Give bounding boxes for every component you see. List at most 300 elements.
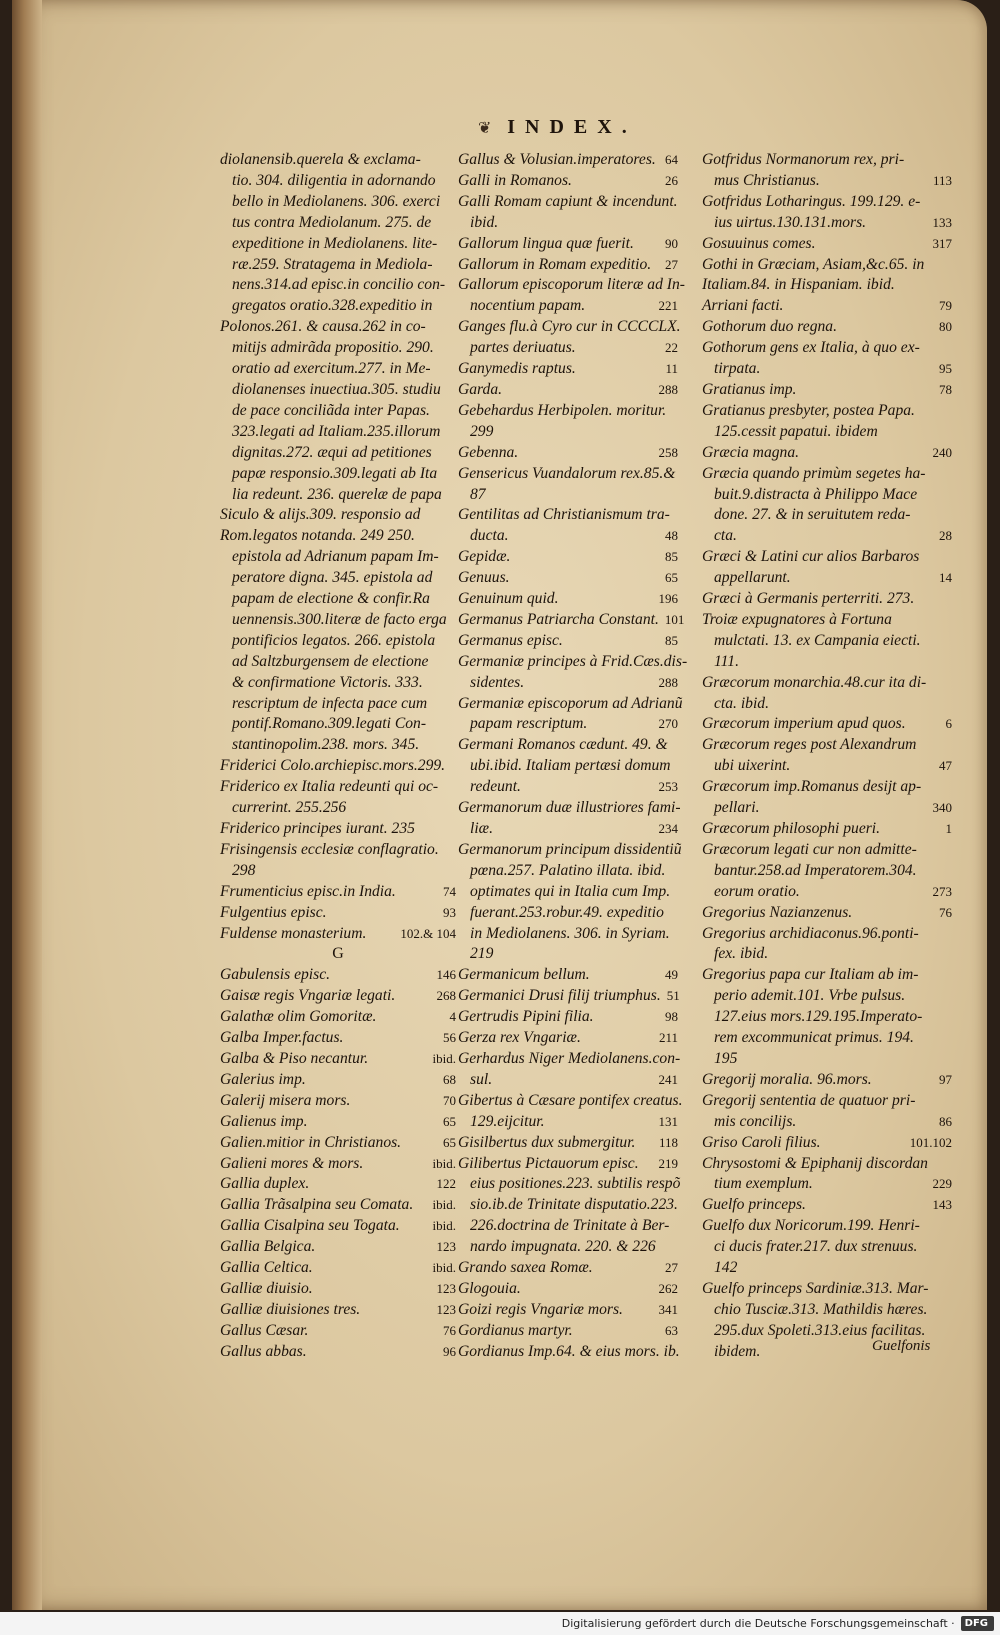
index-entry — [458, 714, 678, 735]
index-entry — [220, 317, 456, 338]
entry-text: Gallus Cæsar. — [220, 1321, 309, 1339]
index-entry — [458, 610, 685, 631]
index-entry — [702, 1154, 952, 1175]
index-entry — [220, 1007, 456, 1028]
entry-page-number: 341 — [658, 1301, 678, 1317]
entry-page-number: 26 — [665, 172, 678, 188]
entry-page-number: 123 — [436, 1280, 456, 1296]
index-entry — [702, 338, 952, 359]
entry-text: Græcorum imp.Romanus desijt ap- — [702, 778, 922, 796]
entry-text: ubi uixerint. — [714, 757, 791, 775]
entry-text: Germaniæ principes à Frid.Cæs.dis- — [458, 652, 688, 670]
index-entry — [702, 631, 952, 652]
index-entry — [458, 422, 678, 443]
entry-text: 142 — [714, 1259, 738, 1277]
entry-text: Troiæ expugnatores à Fortuna — [702, 610, 892, 628]
index-entry — [458, 1279, 678, 1300]
index-entry — [220, 1070, 456, 1091]
index-entry — [702, 1091, 952, 1112]
index-entry — [220, 526, 456, 547]
entry-text: Galliæ diuisiones tres. — [220, 1300, 361, 1318]
index-entry — [220, 1028, 456, 1049]
index-entry — [220, 840, 456, 861]
index-entry — [458, 568, 678, 589]
entry-text: tus contra Mediolanum. 275. de — [232, 213, 432, 231]
index-entry — [702, 171, 952, 192]
index-entry — [702, 1300, 952, 1321]
index-entry — [702, 1258, 952, 1279]
entry-text: perio ademit.101. Vrbe pulsus. — [714, 987, 906, 1005]
book-spine — [12, 0, 42, 1610]
entry-page-number: 6 — [945, 716, 952, 732]
index-entry — [220, 652, 456, 673]
entry-text: pontificios legatos. 266. epistola — [232, 631, 436, 649]
entry-text: Grando saxea Romæ. — [458, 1259, 593, 1277]
entry-text: Galieni mores & mors. — [220, 1154, 364, 1172]
index-entry — [220, 234, 456, 255]
index-entry — [702, 422, 952, 443]
entry-page-number: 14 — [939, 570, 952, 586]
entry-text: Germani Romanos cædunt. 49. & — [458, 736, 668, 754]
entry-text: Gothi in Græciam, Asiam,&c.65. in — [702, 255, 925, 273]
entry-text: optimates qui in Italia cum Imp. — [470, 882, 671, 900]
entry-text: eorum oratio. — [714, 882, 800, 900]
index-entry — [458, 986, 678, 1007]
entry-text: Germaniæ episcoporum ad Adrianũ — [458, 694, 683, 712]
entry-page-number: 51 — [666, 988, 680, 1004]
index-entry — [458, 882, 678, 903]
index-entry — [458, 944, 678, 965]
index-entry — [458, 819, 678, 840]
index-entry — [458, 1237, 678, 1258]
index-entry — [458, 317, 681, 338]
entry-text: Guelfo princeps Sardiniæ.313. Mar- — [702, 1279, 929, 1297]
index-entry — [458, 1133, 678, 1154]
index-entry — [702, 1112, 952, 1133]
index-entry — [458, 296, 678, 317]
entry-text: Gregorij moralia. 96.mors. — [702, 1070, 872, 1088]
index-entry — [702, 1279, 952, 1300]
index-entry — [702, 965, 952, 986]
entry-page-number: 28 — [939, 528, 952, 544]
entry-text: Gebehardus Herbipolen. moritur. — [458, 401, 667, 419]
entry-page-number: 262 — [658, 1280, 678, 1296]
index-entry — [220, 1091, 456, 1112]
index-entry — [220, 1216, 456, 1237]
index-entry — [220, 903, 456, 924]
entry-text: Græcorum reges post Alexandrum — [702, 736, 917, 754]
entry-text: Gaisæ regis Vngariæ legati. — [220, 987, 396, 1005]
entry-page-number: 229 — [932, 1176, 952, 1192]
index-entry — [220, 965, 456, 986]
index-entry — [702, 505, 952, 526]
index-entry — [220, 359, 456, 380]
index-entry — [702, 1070, 952, 1091]
index-entry — [220, 986, 456, 1007]
index-entry — [702, 944, 952, 965]
entry-text: Gilibertus Pictauorum episc. — [458, 1154, 639, 1172]
entry-text: 125.cessit papatui. ibidem — [714, 422, 878, 440]
index-entry — [458, 1112, 678, 1133]
entry-text: Gregorius papa cur Italiam ab im- — [702, 966, 919, 984]
entry-page-number: 317 — [932, 235, 952, 251]
entry-page-number: ibid. — [432, 1260, 456, 1276]
index-column-2 — [458, 150, 688, 1363]
index-entry — [458, 1049, 681, 1070]
entry-text: tio. 304. diligentia in adornando — [232, 171, 436, 189]
index-entry — [702, 652, 952, 673]
entry-text: done. 27. & in seruitutem reda- — [714, 506, 911, 524]
entry-text: Græci & Latini cur alios Barbaros — [702, 548, 920, 566]
entry-text: Gregorius archidiaconus.96.ponti- — [702, 924, 919, 942]
entry-text: Græcorum legati cur non admitte- — [702, 840, 917, 858]
entry-text: 111. — [714, 652, 739, 670]
entry-page-number: 288 — [658, 674, 678, 690]
entry-text: ducta. — [470, 527, 509, 545]
entry-page-number: 101.102 — [909, 1134, 952, 1150]
entry-page-number: 86 — [939, 1113, 952, 1129]
index-entry — [702, 1028, 952, 1049]
entry-text: pontif.Romano.309.legati Con- — [232, 715, 427, 733]
entry-text: Gentilitas ad Christianismum tra- — [458, 506, 670, 524]
entry-text: Gabulensis episc. — [220, 966, 331, 984]
index-entry — [702, 359, 952, 380]
index-entry — [458, 443, 678, 464]
entry-page-number: 258 — [658, 444, 678, 460]
entry-text: 299 — [470, 422, 494, 440]
index-entry — [702, 317, 952, 338]
entry-text: uennensis.300.literæ de facto erga — [232, 610, 447, 628]
entry-text: Germanus episc. — [458, 631, 563, 649]
entry-text: Gallia Celtica. — [220, 1259, 313, 1277]
index-entry — [458, 965, 678, 986]
entry-page-number: 101 — [664, 611, 685, 627]
entry-text: Græcorum imperium apud quos. — [702, 715, 906, 733]
index-entry — [458, 1154, 678, 1175]
index-entry — [702, 714, 952, 735]
index-entry — [458, 526, 678, 547]
index-entry — [702, 610, 952, 631]
entry-text: Germanici Drusi filij triumphus. — [458, 987, 661, 1005]
entry-text: Arriani facti. — [702, 297, 784, 315]
index-entry — [220, 694, 456, 715]
entry-page-number: 27 — [665, 256, 678, 272]
index-entry — [702, 401, 952, 422]
entry-page-number: 273 — [932, 883, 952, 899]
page-header: INDEX. — [507, 116, 637, 138]
entry-page-number: 27 — [665, 1260, 678, 1276]
entry-text: bello in Mediolanens. 306. exerci — [232, 192, 441, 210]
entry-text: dignitas.272. æqui ad petitiones — [232, 443, 432, 461]
index-entry — [702, 694, 952, 715]
entry-page-number: ibid. — [432, 1050, 456, 1066]
entry-page-number: 133 — [932, 214, 952, 230]
entry-text: Friderico ex Italia redeunti qui oc- — [220, 778, 439, 796]
entry-page-number: 113 — [932, 172, 952, 188]
entry-text: Gotfridus Normanorum rex, pri- — [702, 151, 905, 168]
entry-page-number: 241 — [658, 1071, 678, 1087]
entry-text: Græcorum monarchia.48.cur ita di- — [702, 673, 927, 691]
entry-text: partes deriuatus. — [470, 339, 576, 357]
digitization-footer — [0, 1612, 1000, 1635]
index-entry — [458, 1321, 678, 1342]
index-entry — [702, 673, 952, 694]
entry-text: Gertrudis Pipini filia. — [458, 1008, 594, 1026]
index-entry — [702, 192, 952, 213]
entry-text: bantur.258.ad Imperatorem.304. — [714, 861, 917, 879]
index-column-3 — [702, 150, 952, 1363]
index-entry — [220, 673, 456, 694]
entry-page-number: 22 — [665, 340, 678, 356]
entry-page-number: 102.& 104 — [400, 925, 456, 941]
index-entry — [220, 338, 456, 359]
index-entry — [220, 1237, 456, 1258]
entry-text: Italiam.84. in Hispaniam. ibid. — [702, 276, 895, 294]
entry-text: Guelfo princeps. — [702, 1196, 806, 1214]
entry-text: in Mediolanens. 306. in Syriam. — [470, 924, 670, 942]
entry-page-number: 123 — [436, 1239, 456, 1255]
entry-text: Ganges flu.à Cyro cur in CCCCLX. — [458, 318, 681, 336]
index-entry — [702, 150, 952, 171]
index-entry — [220, 213, 456, 234]
index-entry — [220, 547, 456, 568]
index-entry — [702, 464, 952, 485]
index-entry — [702, 296, 952, 317]
index-entry — [220, 1258, 456, 1279]
entry-text: Garda. — [458, 380, 503, 398]
entry-text: Gallus abbas. — [220, 1342, 307, 1360]
entry-text: Gibertus à Cæsare pontifex creatus. — [458, 1091, 683, 1109]
entry-text: Gallorum lingua quæ fuerit. — [458, 234, 634, 252]
index-entry — [220, 714, 456, 735]
entry-text: Galien.mitior in Christianos. — [220, 1133, 402, 1151]
entry-text: Gothorum gens ex Italia, à quo ex- — [702, 339, 920, 357]
entry-text: Friderici Colo.archiepisc.mors.299. — [220, 757, 446, 775]
index-entry — [458, 1300, 678, 1321]
entry-text: Friderico principes iurant. 235 — [220, 820, 415, 837]
entry-text: 127.eius mors.129.195.Imperato- — [714, 1008, 923, 1026]
entry-text: 226.doctrina de Trinitate à Ber- — [470, 1217, 670, 1235]
index-entry — [702, 924, 952, 945]
index-entry — [702, 1007, 952, 1028]
entry-text: fuerant.253.robur.49. expeditio — [470, 903, 664, 921]
entry-text: Gregorij sententia de quatuor pri- — [702, 1091, 916, 1109]
index-entry — [220, 882, 456, 903]
index-entry — [220, 1342, 456, 1363]
entry-text: Germanorum principum dissidentiũ — [458, 840, 682, 858]
entry-text: Gratianus imp. — [702, 380, 797, 398]
entry-text: 323.legati ad Italiam.235.illorum — [232, 422, 441, 440]
entry-text: rem excommunicat primus. 194. — [714, 1029, 914, 1047]
entry-text: Gordianus Imp.64. & eius mors. ib. — [458, 1342, 680, 1360]
entry-page-number: 85 — [665, 549, 678, 565]
index-entry — [458, 1028, 678, 1049]
index-entry — [220, 777, 456, 798]
entry-text: stantinopolim.238. mors. 345. — [232, 736, 420, 754]
entry-text: currerint. 255.256 — [232, 799, 347, 817]
index-entry — [220, 1300, 456, 1321]
entry-text: Galerij misera mors. — [220, 1091, 351, 1109]
entry-text: epistola ad Adrianum papam Im- — [232, 548, 439, 566]
index-entry — [220, 1133, 456, 1154]
entry-text: 295.dux Spoleti.313.eius facilitas. — [714, 1321, 926, 1339]
index-entry — [702, 1133, 952, 1154]
index-entry — [220, 150, 456, 171]
entry-text: Gallia Cisalpina seu Togata. — [220, 1217, 400, 1235]
index-entry — [702, 903, 952, 924]
index-entry — [458, 401, 678, 422]
entry-page-number: 97 — [939, 1071, 952, 1087]
index-entry — [220, 589, 456, 610]
entry-page-number: 234 — [658, 821, 678, 836]
index-entry — [458, 694, 683, 715]
index-entry — [702, 1174, 952, 1195]
entry-text: nocentium papam. — [470, 297, 586, 315]
index-entry — [702, 986, 952, 1007]
index-entry — [702, 861, 952, 882]
index-entry — [220, 275, 456, 296]
index-entry — [220, 1195, 456, 1216]
index-entry — [220, 255, 456, 276]
entry-page-number: 48 — [665, 528, 678, 544]
entry-text: Galli in Romanos. — [458, 171, 572, 189]
entry-page-number: 95 — [939, 361, 952, 377]
index-entry — [458, 192, 678, 213]
entry-page-number: 93 — [443, 904, 456, 920]
entry-text: Gallorum episcoporum literæ ad In- — [458, 276, 685, 294]
index-entry — [220, 819, 456, 840]
index-entry — [702, 275, 952, 296]
entry-page-number: 49 — [665, 967, 678, 983]
index-entry — [458, 631, 678, 652]
entry-text: Glogouia. — [458, 1279, 521, 1297]
index-entry — [220, 485, 456, 506]
index-entry — [702, 798, 952, 819]
entry-text: mus Christianus. — [714, 171, 820, 189]
entry-page-number: 76 — [443, 1322, 456, 1338]
entry-page-number: 4 — [449, 1009, 456, 1025]
entry-page-number: ibid. — [432, 1155, 456, 1171]
entry-text: tium exemplum. — [714, 1175, 813, 1193]
entry-text: ci ducis frater.217. dux strenuus. — [714, 1238, 918, 1256]
index-entry — [458, 756, 678, 777]
entry-text: sidentes. — [470, 673, 525, 691]
entry-page-number: 240 — [932, 444, 952, 460]
entry-page-number: 118 — [658, 1134, 678, 1150]
entry-page-number: 288 — [658, 381, 678, 397]
entry-page-number: 47 — [939, 758, 952, 774]
entry-text: Galerius imp. — [220, 1070, 306, 1088]
entry-text: ius uirtus.130.131.mors. — [714, 213, 867, 231]
entry-text: 195 — [714, 1049, 738, 1067]
index-entry — [702, 756, 952, 777]
entry-text: fex. ibid. — [714, 945, 769, 963]
index-entry — [458, 1091, 683, 1112]
index-entry — [458, 1216, 678, 1237]
entry-page-number: 221 — [658, 298, 678, 314]
entry-text: Gratianus presbyter, postea Papa. — [702, 401, 915, 419]
entry-text: liæ. — [470, 820, 493, 837]
entry-page-number: 219 — [658, 1155, 678, 1171]
entry-page-number: 1 — [945, 821, 952, 836]
index-entry — [702, 485, 952, 506]
index-entry — [458, 255, 678, 276]
entry-text: mulctati. 13. ex Campania eiecti. — [714, 631, 921, 649]
index-entry — [458, 359, 678, 380]
entry-text: ubi.ibid. Italiam pertæsi domum — [470, 757, 671, 775]
index-entry — [702, 213, 952, 234]
index-entry — [702, 1195, 952, 1216]
index-entry — [458, 777, 678, 798]
entry-text: nens.314.ad episc.in concilio con- — [232, 276, 446, 294]
entry-page-number: 268 — [436, 988, 456, 1004]
entry-page-number: 70 — [443, 1092, 456, 1108]
entry-page-number: 64 — [665, 152, 678, 167]
index-entry — [220, 756, 456, 777]
entry-page-number: 65 — [443, 1134, 456, 1150]
entry-text: 219 — [470, 945, 494, 963]
entry-page-number: 76 — [939, 904, 952, 920]
entry-text: Galli Romam capiunt & incendunt. — [458, 192, 678, 210]
entry-page-number: 80 — [939, 319, 952, 335]
entry-page-number: 11 — [665, 361, 678, 377]
entry-text: Galienus imp. — [220, 1112, 308, 1130]
entry-text: Gallia Belgica. — [220, 1238, 316, 1256]
entry-text: tirpata. — [714, 360, 761, 378]
entry-text: Siculo & alijs.309. responsio ad — [220, 506, 421, 524]
index-entry — [458, 213, 678, 234]
index-entry — [220, 380, 456, 401]
entry-text: pœna.257. Palatino illata. ibid. — [470, 861, 666, 879]
entry-text: Goizi regis Vngariæ mors. — [458, 1300, 623, 1318]
index-entry — [702, 526, 952, 547]
entry-text: Frisingensis ecclesiæ conflagratio. — [220, 840, 439, 858]
index-entry — [458, 1195, 678, 1216]
index-entry — [458, 275, 685, 296]
footer-credit: Digitalisierung gefördert durch die Deutsche Forschungsgemeinschaft · — [561, 1617, 955, 1630]
index-column-1 — [220, 150, 456, 1363]
index-entry — [702, 589, 952, 610]
entry-text: Gotfridus Lotharingus. 199.129. e- — [702, 192, 921, 210]
entry-text: pellari. — [714, 799, 760, 817]
dfg-logo: DFG — [961, 1616, 994, 1631]
entry-text: Fulgentius episc. — [220, 903, 327, 921]
entry-text: 129.eijcitur. — [470, 1112, 545, 1130]
entry-text: sul. — [470, 1070, 493, 1088]
entry-text: 298 — [232, 861, 256, 879]
index-entry — [220, 1321, 456, 1342]
index-entry — [702, 1216, 952, 1237]
entry-text: Gordianus martyr. — [458, 1321, 573, 1339]
index-entry — [220, 422, 456, 443]
index-entry — [458, 380, 678, 401]
entry-text: papæ responsio.309.legati ab Ita — [232, 464, 438, 482]
entry-text: gregatos oratio.328.expeditio in — [232, 297, 433, 315]
index-entry — [702, 882, 952, 903]
header-ornament-icon: ❦ — [478, 120, 492, 137]
index-entry — [458, 234, 678, 255]
index-entry — [702, 443, 952, 464]
index-entry — [458, 171, 678, 192]
entry-page-number: 270 — [658, 716, 678, 732]
index-entry — [458, 861, 678, 882]
entry-page-number: 63 — [665, 1322, 678, 1338]
index-entry — [458, 589, 678, 610]
entry-text: eius positiones.223. subtilis respõ — [470, 1175, 681, 1193]
index-entry — [458, 903, 678, 924]
entry-page-number: 253 — [658, 779, 678, 795]
index-entry — [702, 547, 952, 568]
